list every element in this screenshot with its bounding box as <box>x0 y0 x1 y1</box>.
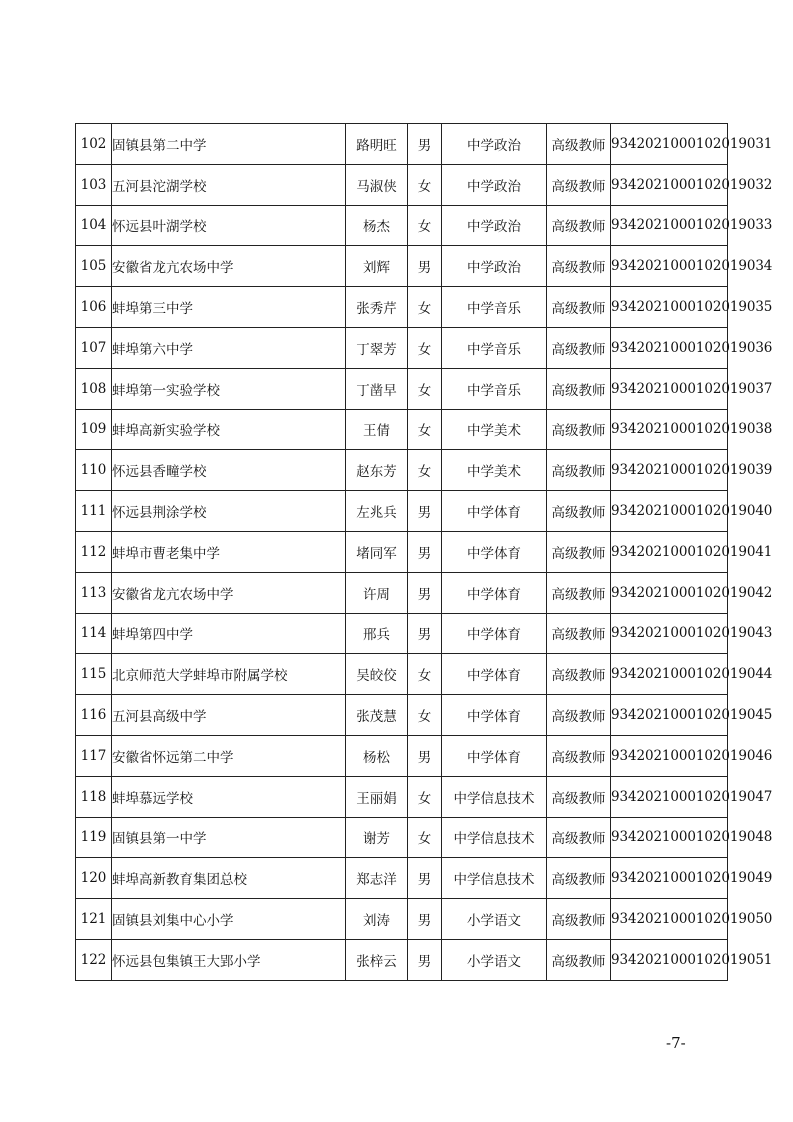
row-number-cell: 116 <box>76 695 112 736</box>
teacher-name-cell: 杨杰 <box>346 205 408 246</box>
gender-cell: 男 <box>408 858 442 899</box>
school-cell: 蚌埠高新实验学校 <box>112 409 346 450</box>
school-cell: 蚌埠市曹老集中学 <box>112 531 346 572</box>
table-row <box>76 124 728 165</box>
gender-cell: 男 <box>408 613 442 654</box>
subject-cell: 中学信息技术 <box>442 776 547 817</box>
table-row <box>76 246 728 287</box>
subject-cell: 中学政治 <box>442 124 547 165</box>
professional-title-cell: 高级教师 <box>547 287 611 328</box>
subject-cell: 中学体育 <box>442 654 547 695</box>
certificate-number-cell: 9342021000102019042 <box>611 572 728 613</box>
professional-title-cell: 高级教师 <box>547 817 611 858</box>
row-number-cell: 102 <box>76 124 112 165</box>
subject-cell: 中学信息技术 <box>442 858 547 899</box>
professional-title-cell: 高级教师 <box>547 327 611 368</box>
gender-cell: 女 <box>408 654 442 695</box>
certificate-number-cell: 9342021000102019047 <box>611 776 728 817</box>
teacher-name-cell: 邢兵 <box>346 613 408 654</box>
subject-cell: 中学音乐 <box>442 368 547 409</box>
subject-cell: 中学体育 <box>442 613 547 654</box>
gender-cell: 女 <box>408 695 442 736</box>
certificate-number-cell: 9342021000102019033 <box>611 205 728 246</box>
professional-title-cell: 高级教师 <box>547 858 611 899</box>
table-row <box>76 735 728 776</box>
row-number-cell: 110 <box>76 450 112 491</box>
school-cell: 蚌埠高新教育集团总校 <box>112 858 346 899</box>
certificate-number-cell: 9342021000102019040 <box>611 491 728 532</box>
gender-cell: 男 <box>408 491 442 532</box>
row-number-cell: 120 <box>76 858 112 899</box>
school-cell: 蚌埠第三中学 <box>112 287 346 328</box>
gender-cell: 男 <box>408 246 442 287</box>
row-number-cell: 105 <box>76 246 112 287</box>
row-number-cell: 106 <box>76 287 112 328</box>
certificate-number-cell: 9342021000102019045 <box>611 695 728 736</box>
school-cell: 安徽省龙亢农场中学 <box>112 246 346 287</box>
professional-title-cell: 高级教师 <box>547 205 611 246</box>
subject-cell: 中学美术 <box>442 409 547 450</box>
table-body <box>76 124 773 981</box>
teacher-name-cell: 堵同军 <box>346 531 408 572</box>
professional-title-cell: 高级教师 <box>547 695 611 736</box>
professional-title-cell: 高级教师 <box>547 531 611 572</box>
school-cell: 蚌埠慕远学校 <box>112 776 346 817</box>
table-row <box>76 695 728 736</box>
teacher-name-cell: 张梓云 <box>346 939 408 980</box>
gender-cell: 女 <box>408 409 442 450</box>
gender-cell: 男 <box>408 735 442 776</box>
school-cell: 固镇县第一中学 <box>112 817 346 858</box>
school-cell: 蚌埠第六中学 <box>112 327 346 368</box>
table-row <box>76 409 728 450</box>
teacher-name-cell: 刘涛 <box>346 899 408 940</box>
certificate-number-cell: 9342021000102019032 <box>611 164 728 205</box>
school-cell: 蚌埠第一实验学校 <box>112 368 346 409</box>
certificate-number-cell: 9342021000102019044 <box>611 654 728 695</box>
row-number-cell: 117 <box>76 735 112 776</box>
table-row <box>76 817 728 858</box>
gender-cell: 男 <box>408 939 442 980</box>
gender-cell: 女 <box>408 164 442 205</box>
gender-cell: 男 <box>408 572 442 613</box>
certificate-number-cell: 9342021000102019048 <box>611 817 728 858</box>
table-row <box>76 287 728 328</box>
professional-title-cell: 高级教师 <box>547 613 611 654</box>
professional-title-cell: 高级教师 <box>547 409 611 450</box>
row-number-cell: 121 <box>76 899 112 940</box>
school-cell: 五河县高级中学 <box>112 695 346 736</box>
row-number-cell: 113 <box>76 572 112 613</box>
teacher-name-cell: 丁凿早 <box>346 368 408 409</box>
table-row <box>76 450 728 491</box>
subject-cell: 中学政治 <box>442 246 547 287</box>
table-row <box>76 164 728 205</box>
professional-title-cell: 高级教师 <box>547 368 611 409</box>
certificate-number-cell: 9342021000102019036 <box>611 327 728 368</box>
row-number-cell: 115 <box>76 654 112 695</box>
gender-cell: 女 <box>408 205 442 246</box>
teacher-name-cell: 刘辉 <box>346 246 408 287</box>
certificate-number-cell: 9342021000102019035 <box>611 287 728 328</box>
subject-cell: 小学语文 <box>442 939 547 980</box>
table-row <box>76 531 728 572</box>
teacher-name-cell: 赵东芳 <box>346 450 408 491</box>
subject-cell: 中学体育 <box>442 735 547 776</box>
certificate-number-cell: 9342021000102019049 <box>611 858 728 899</box>
certificate-number-cell: 9342021000102019051 <box>611 939 728 980</box>
school-cell: 怀远县香疃学校 <box>112 450 346 491</box>
row-number-cell: 122 <box>76 939 112 980</box>
certificate-number-cell: 9342021000102019039 <box>611 450 728 491</box>
professional-title-cell: 高级教师 <box>547 164 611 205</box>
school-cell: 固镇县第二中学 <box>112 124 346 165</box>
teacher-name-cell: 许周 <box>346 572 408 613</box>
gender-cell: 女 <box>408 776 442 817</box>
subject-cell: 中学政治 <box>442 164 547 205</box>
row-number-cell: 104 <box>76 205 112 246</box>
subject-cell: 中学音乐 <box>442 287 547 328</box>
professional-title-cell: 高级教师 <box>547 246 611 287</box>
table-row <box>76 491 728 532</box>
table-row <box>76 205 728 246</box>
school-cell: 怀远县荆涂学校 <box>112 491 346 532</box>
school-cell: 安徽省怀远第二中学 <box>112 735 346 776</box>
teacher-name-cell: 丁翠芳 <box>346 327 408 368</box>
professional-title-cell: 高级教师 <box>547 939 611 980</box>
row-number-cell: 108 <box>76 368 112 409</box>
page-number: -7- <box>666 1034 686 1052</box>
subject-cell: 中学体育 <box>442 531 547 572</box>
row-number-cell: 103 <box>76 164 112 205</box>
professional-title-cell: 高级教师 <box>547 654 611 695</box>
school-cell: 固镇县刘集中心小学 <box>112 899 346 940</box>
professional-title-cell: 高级教师 <box>547 899 611 940</box>
certificate-number-cell: 9342021000102019046 <box>611 735 728 776</box>
teacher-name-cell: 杨松 <box>346 735 408 776</box>
school-cell: 蚌埠第四中学 <box>112 613 346 654</box>
teacher-roster-table <box>75 123 773 981</box>
professional-title-cell: 高级教师 <box>547 450 611 491</box>
school-cell: 怀远县叶湖学校 <box>112 205 346 246</box>
gender-cell: 男 <box>408 124 442 165</box>
subject-cell: 中学体育 <box>442 572 547 613</box>
professional-title-cell: 高级教师 <box>547 491 611 532</box>
school-cell: 北京师范大学蚌埠市附属学校 <box>112 654 346 695</box>
table-row <box>76 613 728 654</box>
certificate-number-cell: 9342021000102019041 <box>611 531 728 572</box>
subject-cell: 中学音乐 <box>442 327 547 368</box>
teacher-name-cell: 张茂慧 <box>346 695 408 736</box>
subject-cell: 中学美术 <box>442 450 547 491</box>
table-row <box>76 858 728 899</box>
row-number-cell: 109 <box>76 409 112 450</box>
row-number-cell: 112 <box>76 531 112 572</box>
teacher-name-cell: 路明旺 <box>346 124 408 165</box>
gender-cell: 女 <box>408 817 442 858</box>
row-number-cell: 111 <box>76 491 112 532</box>
table-row <box>76 572 728 613</box>
certificate-number-cell: 9342021000102019038 <box>611 409 728 450</box>
row-number-cell: 114 <box>76 613 112 654</box>
teacher-name-cell: 谢芳 <box>346 817 408 858</box>
school-cell: 安徽省龙亢农场中学 <box>112 572 346 613</box>
teacher-name-cell: 王倩 <box>346 409 408 450</box>
school-cell: 怀远县包集镇王大郢小学 <box>112 939 346 980</box>
teacher-name-cell: 王丽娟 <box>346 776 408 817</box>
table-row <box>76 939 728 980</box>
teacher-name-cell: 左兆兵 <box>346 491 408 532</box>
subject-cell: 中学信息技术 <box>442 817 547 858</box>
gender-cell: 女 <box>408 450 442 491</box>
teacher-name-cell: 郑志洋 <box>346 858 408 899</box>
gender-cell: 男 <box>408 899 442 940</box>
subject-cell: 小学语文 <box>442 899 547 940</box>
gender-cell: 女 <box>408 327 442 368</box>
certificate-number-cell: 9342021000102019043 <box>611 613 728 654</box>
table-row <box>76 368 728 409</box>
table-row <box>76 776 728 817</box>
gender-cell: 女 <box>408 368 442 409</box>
certificate-number-cell: 9342021000102019034 <box>611 246 728 287</box>
teacher-name-cell: 张秀芹 <box>346 287 408 328</box>
professional-title-cell: 高级教师 <box>547 124 611 165</box>
professional-title-cell: 高级教师 <box>547 776 611 817</box>
table-row <box>76 654 728 695</box>
row-number-cell: 118 <box>76 776 112 817</box>
subject-cell: 中学体育 <box>442 491 547 532</box>
gender-cell: 女 <box>408 287 442 328</box>
subject-cell: 中学政治 <box>442 205 547 246</box>
gender-cell: 男 <box>408 531 442 572</box>
certificate-number-cell: 9342021000102019037 <box>611 368 728 409</box>
teacher-name-cell: 马淑侠 <box>346 164 408 205</box>
row-number-cell: 119 <box>76 817 112 858</box>
table-row <box>76 327 728 368</box>
school-cell: 五河县沱湖学校 <box>112 164 346 205</box>
table-row <box>76 899 728 940</box>
teacher-name-cell: 吴皎佼 <box>346 654 408 695</box>
certificate-number-cell: 9342021000102019050 <box>611 899 728 940</box>
professional-title-cell: 高级教师 <box>547 572 611 613</box>
certificate-number-cell: 9342021000102019031 <box>611 124 728 165</box>
subject-cell: 中学体育 <box>442 695 547 736</box>
row-number-cell: 107 <box>76 327 112 368</box>
professional-title-cell: 高级教师 <box>547 735 611 776</box>
